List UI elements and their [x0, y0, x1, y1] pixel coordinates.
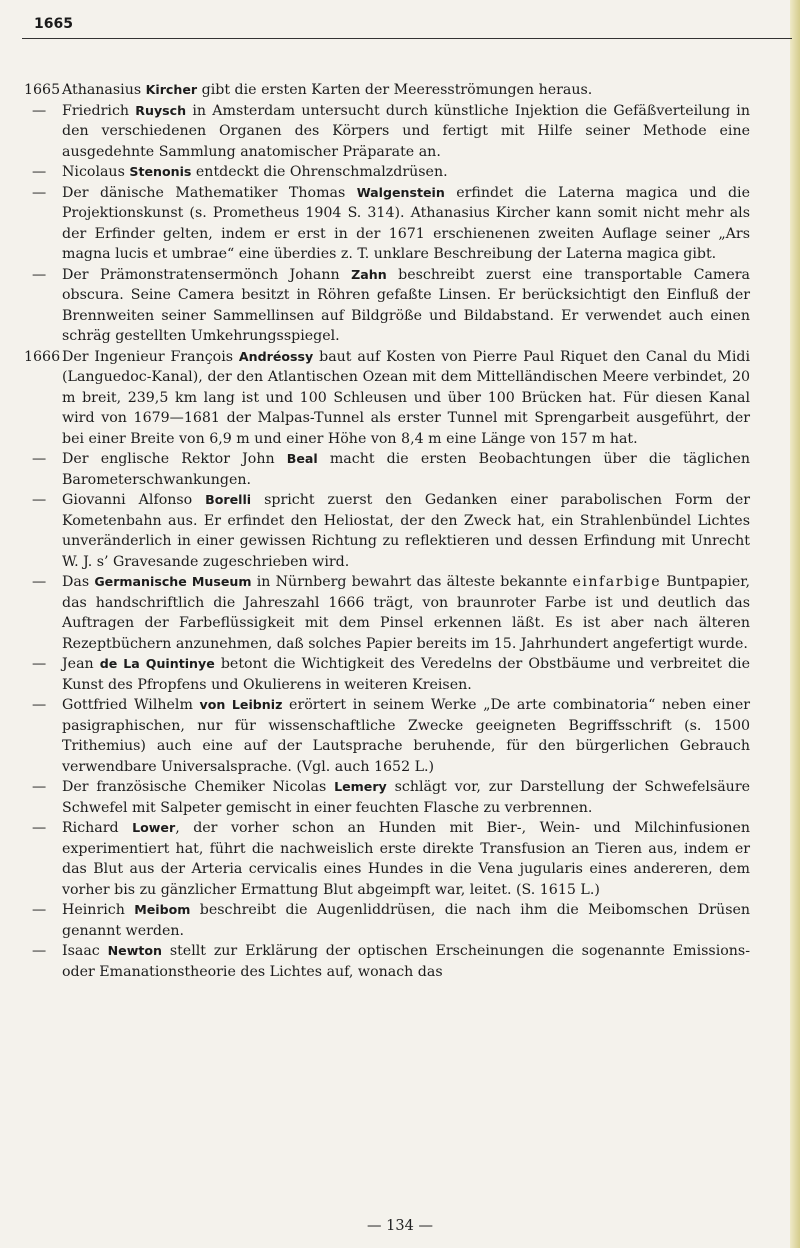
person-name: Walgenstein	[356, 184, 445, 200]
entry-year: 1665	[24, 82, 61, 98]
person-name: Borelli	[205, 492, 252, 507]
chronology-entry	[0, 80, 800, 101]
person-name: Andréossy	[238, 348, 314, 364]
chronology-entry	[0, 818, 800, 900]
entry-text-before: Nicolaus	[62, 164, 130, 180]
entry-text-before: Der Ingenieur François	[62, 348, 239, 365]
entry-text: spricht zuerst den Gedanken einer parabolischen Form der Kometenbahn aus. Er erfindet den Heliostat, der den Zweck hat, ein Strahlenbündel Lichtes unveränderlich in einer gewissen Richtung zu reflektieren und dessen Erfindung mit Unrecht W. J. s’ Gravesande zugeschrieben wird.	[62, 492, 750, 570]
person-name: Beal	[286, 451, 318, 466]
entry-text: baut auf Kosten von Pierre Paul Riquet den Canal du Midi (Languedoc-Kanal), der den Atlantischen Ozean mit dem Mittelländischen Meere verbindet, 20 m breit, 239,5 km lang ist und 100 Schleusen und über 100 Brücken hat. Für diesen Kanal wird von 1679—1681 der Malpas-Tunnel als erster Tunnel mit Sprengarbeit ausgeführt, der bei einer Breite von 6,9 m und einer Höhe von 8,4 m eine Länge von 157 m hat.	[62, 348, 750, 447]
chronology-entry	[0, 941, 800, 982]
entry-text-before: Richard	[62, 820, 133, 836]
entry-dash-marker: —	[32, 697, 47, 713]
entry-dash-marker: —	[32, 656, 47, 672]
entry-dash-marker: —	[32, 266, 47, 283]
entry-dash-marker: —	[32, 492, 47, 508]
person-name: de La Quintinye	[99, 656, 215, 671]
chronology-entries	[0, 80, 800, 982]
entry-text: stellt zur Erklärung der optischen Erscheinungen die sogenannte Emissions- oder Emanationstheorie des Lichtes auf, wonach das	[62, 943, 750, 980]
entry-text-before: Der dänische Mathematiker Thomas	[62, 184, 357, 201]
person-name: Zahn	[351, 266, 387, 282]
person-name: Lower	[132, 820, 176, 835]
entry-text-before: Friedrich	[62, 102, 136, 119]
chronology-entry	[0, 654, 800, 695]
entry-text: erörtert in seinem Werke „De arte combinatoria“ neben einer pasigraphischen, nur für wissenschaftliche Zwecke geeigneten Begriffsschrift (s. 1500 Trithemius) auch eine auf der Lautsprache beruhende, für den bürgerlichen Gebrauch verwendbare Universalsprache. (Vgl. auch 1652 L.)	[62, 697, 750, 775]
entry-dash-marker: —	[32, 184, 47, 201]
entry-dash-marker: —	[32, 574, 47, 590]
entry-text-continued: Buntpapier, das handschriftlich die Jahreszahl 1666 trägt, von braunroter Farbe ist und deutlich das Auftragen der Farbeflüssigkeit mit dem Pinsel erkennen läßt. Es ist aber nach älteren Rezeptbüchern anzunehmen, daß solches Papier bereits im 15. Jahrhundert angefertigt wurde.	[62, 574, 751, 652]
person-name: Kircher	[145, 82, 198, 97]
entry-text: schlägt vor, zur Darstellung der Schwefelsäure Schwefel mit Salpeter gemischt in einer feuchten Flasche zu verbrennen.	[62, 779, 751, 816]
entry-dash-marker: —	[32, 164, 47, 180]
entry-text-before: Giovanni Alfonso	[62, 492, 206, 508]
entry-text-before: Gottfried Wilhelm	[62, 697, 200, 713]
entry-text-before: Der Prämonstratensermönch Johann	[62, 266, 352, 283]
person-name: Germanische Museum	[94, 574, 252, 589]
person-name: von Leibniz	[199, 697, 283, 712]
person-name: Lemery	[334, 779, 387, 794]
entry-text: erfindet die Laterna magica und die Projektionskunst (s. Prometheus 1904 S. 314). Athanasius Kircher kann somit nicht mehr als der Erfinder gelten, indem er erst in der 1671 erschienenen zweiten Auflage seiner „Ars magna lucis et umbrae“ eine überdies z. T. unklare Beschreibung der Laterna magica gibt.	[62, 184, 750, 262]
entry-text-before: Athanasius	[62, 82, 146, 98]
entry-year: 1666	[24, 348, 61, 365]
chronology-entry	[0, 265, 800, 347]
entry-text-before: Der französische Chemiker Nicolas	[62, 779, 335, 795]
entry-dash-marker: —	[32, 820, 47, 836]
running-header-year: 1665	[34, 16, 73, 32]
entry-text: beschreibt die Augenliddrüsen, die nach ihm die Meibomschen Drüsen genannt werden.	[62, 902, 751, 939]
chronology-entry	[0, 347, 800, 450]
entry-dash-marker: —	[32, 902, 47, 918]
entry-text: in Amsterdam untersucht durch künstliche Injektion die Gefäßverteilung in den verschiedenen Organen des Körpers und fertigt mit Hilfe seiner Methode eine ausgedehnte Sammlung anatomischer Präparate an.	[62, 102, 750, 160]
chronology-entry	[0, 183, 800, 265]
person-name: Newton	[107, 943, 162, 958]
chronology-entry	[0, 449, 800, 490]
entry-dash-marker: —	[32, 943, 47, 959]
entry-dash-marker: —	[32, 102, 47, 119]
entry-text-before: Das	[62, 574, 95, 590]
entry-text: beschreibt zuerst eine transportable Camera obscura. Seine Camera besitzt in Röhren gefaßte Linsen. Er berücksichtigt den Einfluß der Brennweiten seiner Sammellinsen auf Bildgröße und Bildabstand. Er verwendet auch einen schräg gestellten Umkehrungsspiegel.	[62, 266, 751, 344]
entry-text: betont die Wichtigkeit des Veredelns der Obstbäume und verbreitet die Kunst des Pfropfens und Okulierens in weiteren Kreisen.	[62, 656, 750, 693]
entry-text: gibt die ersten Karten der Meeresströmungen heraus.	[197, 82, 593, 98]
entry-text: , der vorher schon an Hunden mit Bier-, Wein- und Milchinfusionen experimentiert hat, führt die nachweislich erste direkte Transfusion an Tieren aus, indem er das Blut aus der Arteria cervicalis eines Hundes in die Vena jugularis eines andereren, dem vorher bis zu gänzlicher Ermattung Blut abgeimpft war, leitet. (S. 1615 L.)	[62, 820, 750, 898]
entry-dash-marker: —	[32, 779, 47, 795]
page-number: — 134 —	[367, 1218, 433, 1234]
person-name: Stenonis	[129, 164, 192, 179]
chronology-entry	[0, 162, 800, 183]
person-name: Ruysch	[135, 102, 187, 118]
entry-text-before: Jean	[62, 656, 100, 672]
chronology-entry	[0, 900, 800, 941]
entry-text-before: Heinrich	[62, 902, 135, 918]
entry-dash-marker: —	[32, 451, 47, 467]
chronology-entry	[0, 101, 800, 163]
entry-text: in Nürnberg bewahrt das älteste bekannte	[251, 574, 573, 590]
chronology-entry	[0, 777, 800, 818]
chronology-entry	[0, 695, 800, 777]
entry-text: entdeckt die Ohrenschmalzdrüsen.	[191, 164, 448, 180]
entry-text-before: Isaac	[62, 943, 108, 959]
person-name: Meibom	[134, 902, 191, 917]
entry-text: macht die ersten Beobachtungen über die täglichen Barometerschwankungen.	[62, 451, 750, 488]
entry-text-before: Der englische Rektor John	[62, 451, 287, 467]
entry-text-spaced: einfarbige	[572, 574, 662, 590]
chronology-entry	[0, 490, 800, 572]
chronology-entry	[0, 572, 800, 654]
header-rule	[22, 38, 792, 39]
